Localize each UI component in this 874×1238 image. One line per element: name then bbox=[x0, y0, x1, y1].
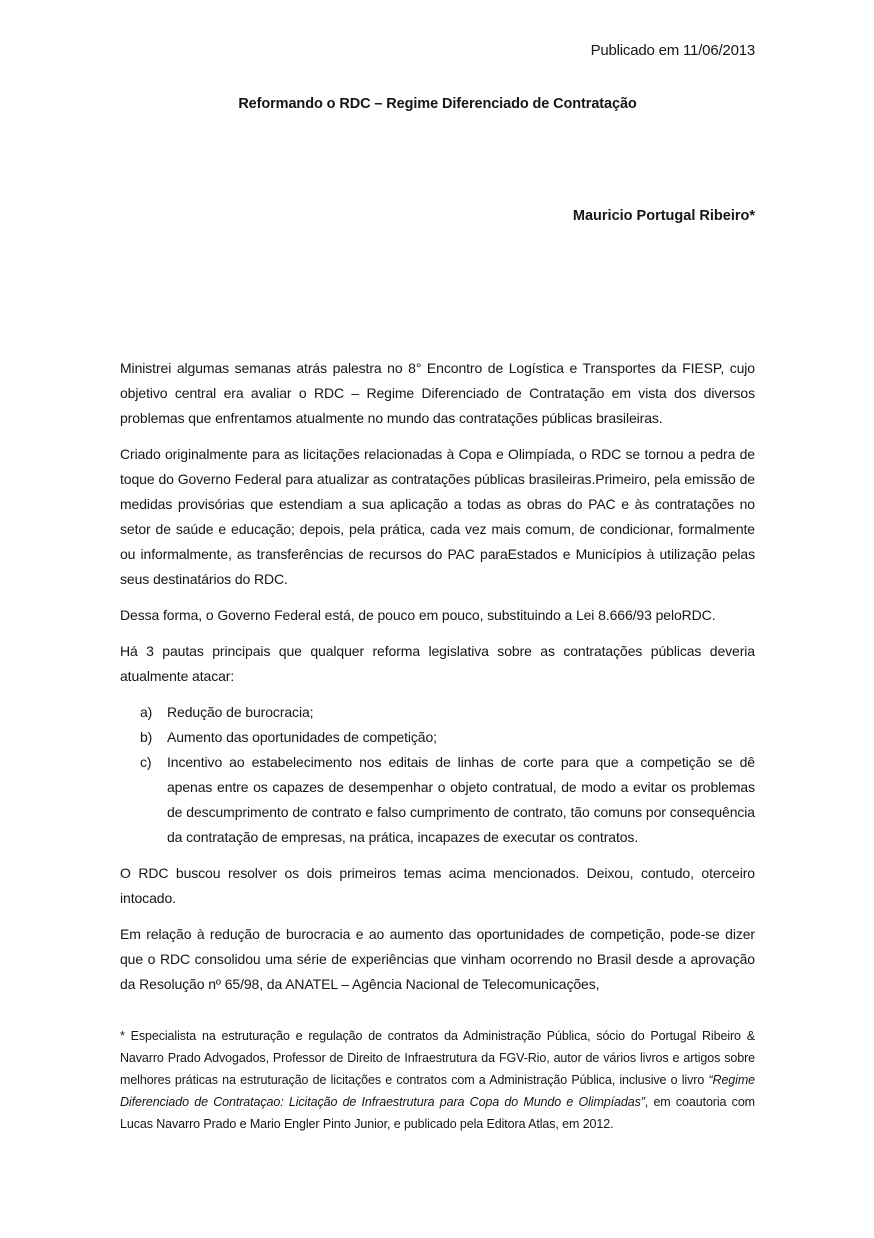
list-item-text: Redução de burocracia; bbox=[167, 704, 314, 720]
body-paragraph: O RDC buscou resolver os dois primeiros temas acima mencionados. Deixou, contudo, oterceiro intocado. bbox=[120, 865, 755, 906]
list-marker: b) bbox=[140, 729, 153, 745]
document-title: Reformando o RDC – Regime Diferenciado de Contratação bbox=[238, 96, 637, 112]
published-date: Publicado em 11/06/2013 bbox=[590, 42, 755, 59]
body-paragraph: Ministrei algumas semanas atrás palestra no 8° Encontro de Logística e Transportes da FIESP, cujo objetivo central era avaliar o RDC – Regime Diferenciado de Contratação em vista dos diversos problemas que enfrentamos atualmente no mundo das contratações públicas brasileiras. bbox=[120, 360, 755, 426]
list-item bbox=[120, 750, 755, 850]
footnote bbox=[120, 1025, 755, 1135]
list-item-text: Aumento das oportunidades de competição; bbox=[167, 729, 437, 745]
footnote-text-after: , em coautoria com Lucas Navarro Prado e Mario Engler Pinto Junior, e publicado pela Editora Atlas, em 2012. bbox=[120, 1095, 755, 1131]
author-byline: Mauricio Portugal Ribeiro* bbox=[572, 208, 755, 224]
alpha-ordered-list bbox=[120, 700, 755, 850]
body-paragraph: Dessa forma, o Governo Federal está, de pouco em pouco, substituindo a Lei 8.666/93 peloRDC. bbox=[120, 607, 716, 623]
footnote-text-before: * Especialista na estruturação e regulação de contratos da Administração Pública, sócio do Portugal Ribeiro & Navarro Prado Advogados, Professor de Direito de Infraestrutura da FGV-Rio, autor de vários livros e artigos sobre melhores práticas na estruturação de licitações e contratos com a Administração Pública, inclusive o livro bbox=[120, 1029, 755, 1087]
list-item-text: Incentivo ao estabelecimento nos editais de linhas de corte para que a competição se dê apenas entre os capazes de desempenhar o objeto contratual, de modo a evitar os problemas de descumprimento de contrato e falso cumprimento de contrato, tão comuns por consequência da contratação de empresas, na prática, incapazes de executar os contratos. bbox=[167, 754, 755, 845]
list-item bbox=[120, 700, 755, 725]
body-paragraph: Há 3 pautas principais que qualquer reforma legislativa sobre as contratações públicas deveria atualmente atacar: bbox=[120, 643, 755, 684]
list-marker: c) bbox=[140, 754, 152, 770]
document-body bbox=[120, 356, 755, 997]
body-paragraph: Em relação à redução de burocracia e ao aumento das oportunidades de competição, pode-se dizer que o RDC consolidou uma série de experiências que vinham ocorrendo no Brasil desde a aprovação da Resolução nº 65/98, da ANATEL – Agência Nacional de Telecomunicações, bbox=[120, 926, 755, 992]
list-item bbox=[120, 725, 755, 750]
list-marker: a) bbox=[140, 704, 153, 720]
body-paragraph: Criado originalmente para as licitações relacionadas à Copa e Olimpíada, o RDC se tornou a pedra de toque do Governo Federal para atualizar as contratações públicas brasileiras.Primeiro, pela emissão de medidas provisórias que estendiam a sua aplicação a todas as obras do PAC e às contratações no setor de saúde e educação; depois, pela prática, cada vez mais comum, de condicionar, formalmente ou informalmente, as transferências de recursos do PAC paraEstados e Municípios à utilização pelas seus destinatários do RDC. bbox=[120, 446, 755, 587]
footnote-book-title: “Regime Diferenciado de Contrataçao: Licitação de Infraestrutura para Copa do Mundo e Olimpíadas” bbox=[120, 1073, 755, 1109]
